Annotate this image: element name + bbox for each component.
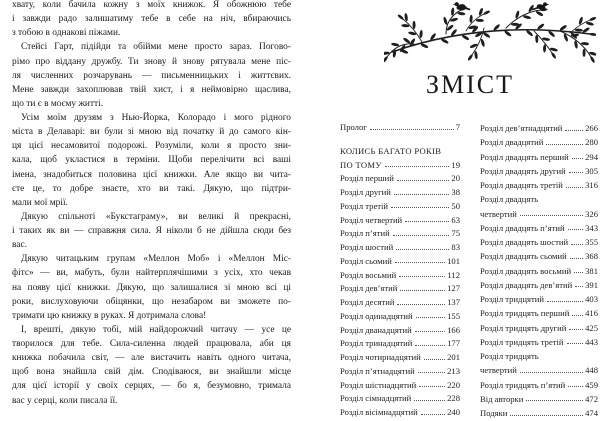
toc-entry <box>480 349 598 363</box>
toc-entry-label: Розділ тринадцятий <box>340 338 413 349</box>
toc-dot-leader <box>397 180 450 181</box>
toc-entry-label: Розділ п’ятнадцятий <box>340 365 415 376</box>
toc-dot-leader <box>385 166 450 167</box>
toc-entry <box>480 321 598 335</box>
toc-entry <box>480 278 598 292</box>
toc-entry-label: Розділ тридцять третій <box>480 336 564 347</box>
toc-entry-page: 155 <box>447 310 460 321</box>
text-line: з тобою в однакові піжами. <box>12 28 121 39</box>
toc-entry <box>480 135 598 149</box>
text-line: міста в Делаварі: ви були зі мною від початку й до самого кін- <box>12 127 291 138</box>
toc-dot-leader <box>415 331 445 332</box>
toc-entry-page: 316 <box>585 180 598 190</box>
toc-dot-leader <box>571 244 583 245</box>
bird-beak <box>452 4 455 5</box>
bird-head <box>543 2 547 6</box>
toc-entry <box>480 292 598 306</box>
toc-entry-page: 368 <box>585 251 598 262</box>
toc-entry <box>340 214 460 228</box>
toc-entry-label: Розділ тридцять п’ятий <box>480 379 566 390</box>
toc-entry-page: 75 <box>451 228 460 239</box>
foliage <box>384 4 596 63</box>
toc-dot-leader <box>526 400 583 401</box>
toc-entry-page: 443 <box>585 336 598 347</box>
bird-beak <box>547 4 549 5</box>
toc-entry <box>340 241 460 255</box>
toc-dot-leader <box>566 187 583 188</box>
text-line: Усім моїм друзям з Нью-Йорка, Колорадо і мого рідного <box>21 113 291 123</box>
toc-entry <box>480 306 598 320</box>
toc-dot-leader <box>568 386 583 387</box>
toc-entry <box>480 150 598 164</box>
toc-entry <box>340 269 460 283</box>
acknowledgment-paragraph <box>12 0 291 40</box>
leaf-shape <box>583 49 586 57</box>
toc-entry-page: 63 <box>451 214 460 225</box>
branch-stroke <box>506 10 541 28</box>
branches <box>387 10 591 57</box>
leaf-shape <box>575 28 583 31</box>
leaf-shape <box>523 15 532 20</box>
leaf-shape <box>559 24 567 31</box>
text-line: ця цієї несамовитої подорожі. Розуміли, коли я просто зни- <box>12 141 291 152</box>
toc-entry <box>340 186 460 200</box>
text-line: і завжди радо залишатиму тебе в себе на ніч, вбираючись <box>12 14 291 25</box>
toc-entry-page: 343 <box>585 222 598 233</box>
leaf-shape <box>440 38 449 45</box>
toc-entry-page: 213 <box>447 365 460 376</box>
toc-entry-label: Розділ четвертий <box>340 214 403 225</box>
toc-entry-page: 166 <box>447 324 460 335</box>
leaf-shape <box>391 42 400 47</box>
leaf-shape <box>550 52 556 60</box>
toc-dot-leader <box>396 249 449 250</box>
text-line: кала, щоб укластися в терміни. Щоби перелічити всі ваші <box>12 155 291 166</box>
text-line: книжка побачила світ, — але вистачить навіть одного читача, <box>12 353 291 364</box>
toc-dot-leader <box>520 215 583 216</box>
toc-entry-page: 7 <box>455 122 460 132</box>
toc-entry-label: Розділ двадцятий <box>480 137 544 148</box>
toc-entry <box>340 296 460 310</box>
acknowledgment-paragraph <box>12 210 291 252</box>
toc-dot-leader <box>569 172 583 173</box>
toc-entry <box>340 200 460 214</box>
toc-entry-label: Розділ дев’ятнадцятий <box>480 123 563 133</box>
toc-entry-page: 201 <box>447 352 460 362</box>
toc-entry-page: 240 <box>447 407 460 417</box>
text-line: вас. <box>12 240 27 251</box>
toc-dot-leader <box>397 304 445 305</box>
text-line: вас у серці, коли писала її. <box>12 395 118 406</box>
toc-entry-label: Розділ двадцять дев’ятий <box>480 279 573 290</box>
text-line: Мене завжди захоплював твій хист, і я неймовірно щаслива, <box>12 84 291 95</box>
text-line: для цієї історії у своїх серцях, — бо я, безумовно, тримала <box>12 381 291 392</box>
toc-entry-page: 280 <box>585 137 598 148</box>
toc-entry <box>340 227 460 241</box>
toc-entry <box>340 159 460 173</box>
text-line: роки, вислуховуючи обіцянки, що незабаром ви зможете по- <box>12 296 291 307</box>
toc-entry-page: 326 <box>585 208 598 219</box>
toc-entry <box>480 178 598 192</box>
toc-entry-page: 38 <box>451 187 460 197</box>
text-line: Дякую читацьким групам «Меллон Моб» і «Меллон Міс- <box>21 254 291 265</box>
toc-dot-leader <box>419 386 445 387</box>
acknowledgment-paragraph <box>12 252 291 323</box>
toc-entry <box>340 324 460 338</box>
toc-dot-leader <box>547 301 583 302</box>
toc-entry-label: Розділ двадцять третій <box>480 180 563 190</box>
toc-entry <box>340 392 460 406</box>
leaf-shape <box>469 15 473 23</box>
acknowledgment-paragraph <box>12 111 291 210</box>
right-book-page <box>300 0 600 421</box>
toc-entry-label: Розділ десятий <box>340 297 395 307</box>
toc-right-column <box>480 121 598 420</box>
text-line: єте це, то добре знаєте, хто ви такі. Дякую, що підтри- <box>12 183 291 194</box>
toc-entry <box>340 255 460 269</box>
toc-entry-label: четвертий <box>480 208 517 219</box>
toc-entry-label: Розділ шістнадцятий <box>340 379 417 390</box>
toc-entry-label: КОЛИСЬ БАГАТО РОКІВ <box>340 145 442 156</box>
toc-entry <box>340 379 460 393</box>
toc-entry-page: 448 <box>585 365 598 376</box>
toc-entry <box>480 207 598 221</box>
toc-dot-leader <box>424 359 445 360</box>
leaf-shape <box>403 37 411 44</box>
toc-entry-label: ПО ТОМУ <box>340 159 382 170</box>
toc-entry-label: Розділ третій <box>340 200 389 211</box>
text-line: хвату, коли бачила кожну з моїх книжок. Я обожнюю тебе <box>12 0 291 10</box>
toc-entry <box>480 249 598 263</box>
leaf-shape <box>397 14 404 21</box>
leaf-shape <box>535 35 538 43</box>
text-line: і таких як ви — справжня сила. Я ніколи б не дійшла сюди без <box>12 226 291 236</box>
text-line: І, врешті, дякую тобі, мій найдорожчий читачу — усе це <box>21 324 291 335</box>
toc-entry <box>480 392 598 406</box>
toc-entry-page: 474 <box>585 408 598 418</box>
leaf-shape <box>535 10 544 17</box>
toc-dot-leader <box>569 329 583 330</box>
toc-dot-leader <box>572 315 583 316</box>
text-line: Стейсі Гарт, підійди та обійми мене просто зараз. Погово- <box>21 42 291 53</box>
toc-entry <box>480 406 598 420</box>
toc-entry-page: 20 <box>451 173 460 184</box>
bird-head <box>455 2 459 6</box>
toc-entry-page: 355 <box>585 237 598 247</box>
leaf-shape <box>467 54 473 62</box>
leaf-shape <box>586 21 595 26</box>
text-line: Дякую спільноті «Букстаграму», ви великі й прекрасні, <box>21 211 291 222</box>
toc-dot-leader <box>393 235 450 236</box>
toc-entry-page: 177 <box>447 338 460 349</box>
toc-entry <box>480 378 598 392</box>
toc-entry-page: 83 <box>451 242 460 252</box>
toc-entry <box>340 145 460 159</box>
toc-entry-label: Розділ двадцять восьмий <box>480 265 572 276</box>
toc-entry-label: Розділ одинадцятий <box>340 310 413 321</box>
toc-dot-leader <box>570 258 583 259</box>
text-line: рімо про віддану дружбу. Ти знову й знову рятувала мене піс- <box>12 56 291 67</box>
leaf-shape <box>461 34 470 41</box>
toc-entry <box>480 235 598 249</box>
toc-entry-page: 459 <box>585 379 598 390</box>
leaf-shape <box>482 31 490 38</box>
toc-dot-leader <box>370 129 454 130</box>
leaf-shape <box>483 10 491 16</box>
leaf-shape <box>457 12 466 16</box>
toc-dot-leader <box>565 130 583 131</box>
leaf-shape <box>543 44 546 52</box>
toc-entry <box>480 335 598 349</box>
toc-entry-label: Розділ двадцять п’ятий <box>480 222 565 233</box>
toc-entry-label: Розділ тридцять перший <box>480 308 570 319</box>
toc-entry-page: 19 <box>451 159 460 170</box>
toc-dot-leader <box>399 276 445 277</box>
toc-entry <box>480 221 598 235</box>
acknowledgments-text <box>12 0 291 408</box>
toc-dot-leader <box>400 290 445 291</box>
toc-entry-label: Розділ тридцять другий <box>480 322 567 333</box>
toc-entry-page: 472 <box>585 393 598 404</box>
toc-entry-label: Розділ дев’ятий <box>340 283 398 294</box>
leaf-shape <box>589 56 595 64</box>
toc-dot-leader <box>421 414 445 415</box>
toc-dot-leader <box>394 194 450 195</box>
toc-entry-label: Розділ п’ятий <box>340 228 390 239</box>
toc-entry-page: 425 <box>585 322 598 333</box>
text-line: імена, знадобиться половина цієї книжки. Але якщо ви чита- <box>12 169 291 180</box>
branch-with-birds-illustration <box>384 0 596 64</box>
leaf-shape <box>413 21 416 29</box>
leaf-shape <box>589 33 596 37</box>
leaf-shape <box>480 38 485 47</box>
toc-dot-leader <box>418 372 445 373</box>
toc-dot-leader <box>510 415 583 416</box>
bird-tail <box>464 7 470 11</box>
toc-dot-leader <box>574 272 583 273</box>
toc-entry-page: 381 <box>585 265 598 276</box>
toc-entry <box>340 406 460 420</box>
toc-dot-leader <box>414 400 445 401</box>
toc-entry-label: Розділ сімнадцятий <box>340 393 412 404</box>
toc-left-column <box>340 121 460 420</box>
contents-title: ЗМІСТ <box>425 70 515 99</box>
toc-entry-label: Розділ вісімнадцятий <box>340 407 418 417</box>
toc-entry-label: Розділ шостий <box>340 242 394 252</box>
toc-entry-label: Розділ двадцять сьомий <box>480 251 567 262</box>
toc-entry <box>340 351 460 365</box>
toc-entry-page: 137 <box>447 297 460 307</box>
toc-entry-page: 305 <box>585 165 598 176</box>
toc-dot-leader <box>572 158 583 159</box>
toc-entry-label: Розділ двадцять другий <box>480 165 566 176</box>
toc-entry-page: 127 <box>447 283 460 294</box>
toc-entry-label: Пролог <box>340 122 367 132</box>
toc-dot-leader <box>520 372 583 373</box>
toc-entry-label: Розділ перший <box>340 173 394 184</box>
toc-dot-leader <box>391 207 449 208</box>
leaf-shape <box>419 30 423 39</box>
toc-entry <box>340 282 460 296</box>
toc-dot-leader <box>405 221 449 222</box>
toc-entry-page: 50 <box>451 200 460 211</box>
text-line: фітс» — ви, мабуть, були найтерплячішими з усіх, хто чекав <box>12 268 291 279</box>
text-line: мали мої мрії. <box>12 197 68 208</box>
toc-entry-label: Розділ тридцятий <box>480 294 544 304</box>
toc-entry-page: 220 <box>447 379 460 390</box>
toc-entry-label: Від авторки <box>480 393 524 404</box>
toc-entry-label: Розділ двадцять перший <box>480 151 569 162</box>
toc-entry-label: Розділ восьмий <box>340 269 397 280</box>
toc-entry <box>480 121 598 135</box>
toc-dot-leader <box>415 345 445 346</box>
text-line: ля численних розчарувань — письменницьких і життєвих. <box>12 70 291 81</box>
toc-entry-label: четвертий <box>480 365 517 376</box>
toc-entry-page: 266 <box>585 123 598 133</box>
toc-entry-label: Розділ тридцять <box>480 351 539 361</box>
toc-dot-leader <box>546 144 583 145</box>
text-line: творилося для тебе. Сила-силенна людей працювала, аби ця <box>12 339 291 349</box>
toc-entry <box>480 363 598 377</box>
toc-entry-page: 294 <box>585 151 598 162</box>
toc-entry-page: 101 <box>447 255 460 266</box>
toc-entry-label: Подяки <box>480 408 508 418</box>
acknowledgment-paragraph <box>12 40 291 111</box>
toc-entry-page: 403 <box>585 294 598 304</box>
toc-entry-page: 228 <box>447 393 460 404</box>
bird-silhouette <box>452 2 470 11</box>
text-line: тримати цю книжку в руках. Я дотримала слова! <box>12 310 207 321</box>
text-line: що ти є в моєму житті. <box>12 98 104 109</box>
leaf-shape <box>511 23 519 26</box>
toc-entry-label: Розділ двадцять шостий <box>480 237 569 247</box>
toc-entry-label: Розділ дванадцятий <box>340 324 412 335</box>
toc-entry <box>340 337 460 351</box>
toc-entry <box>340 121 460 135</box>
toc-entry <box>340 172 460 186</box>
toc-entry-label: Розділ чотирнадцятий <box>340 352 421 362</box>
toc-entry <box>480 164 598 178</box>
leaf-shape <box>504 30 512 37</box>
leaf-shape <box>589 16 596 21</box>
toc-dot-leader <box>567 343 584 344</box>
acknowledgment-paragraph <box>12 323 291 408</box>
toc-entry-page: 112 <box>447 269 460 280</box>
toc-entry-label: Розділ двадцять <box>480 194 539 205</box>
toc-entry-page: 391 <box>585 279 598 290</box>
leaf-shape <box>443 16 448 25</box>
toc-dot-leader <box>416 317 445 318</box>
toc-dot-leader <box>575 286 583 287</box>
leaf-shape <box>384 56 388 63</box>
text-line: щоб вона знайшла свій дім. Сподіваюся, ви знайшли місце <box>12 367 291 378</box>
leaf-shape <box>582 27 591 34</box>
text-line: на появу цієї книжки. Дякую, що залишалися зі мною всі ці <box>12 282 291 293</box>
leaf-shape <box>474 51 478 60</box>
toc-entry-page: 416 <box>585 308 598 319</box>
toc-entry <box>340 365 460 379</box>
toc-entry <box>480 192 598 206</box>
toc-entry <box>480 264 598 278</box>
toc-entry <box>340 310 460 324</box>
toc-dot-leader <box>568 229 584 230</box>
toc-entry-label: Розділ сьомий <box>340 255 392 266</box>
toc-dot-leader <box>395 262 445 263</box>
leaf-shape <box>476 19 484 22</box>
toc-entry-label: Розділ другий <box>340 187 391 197</box>
